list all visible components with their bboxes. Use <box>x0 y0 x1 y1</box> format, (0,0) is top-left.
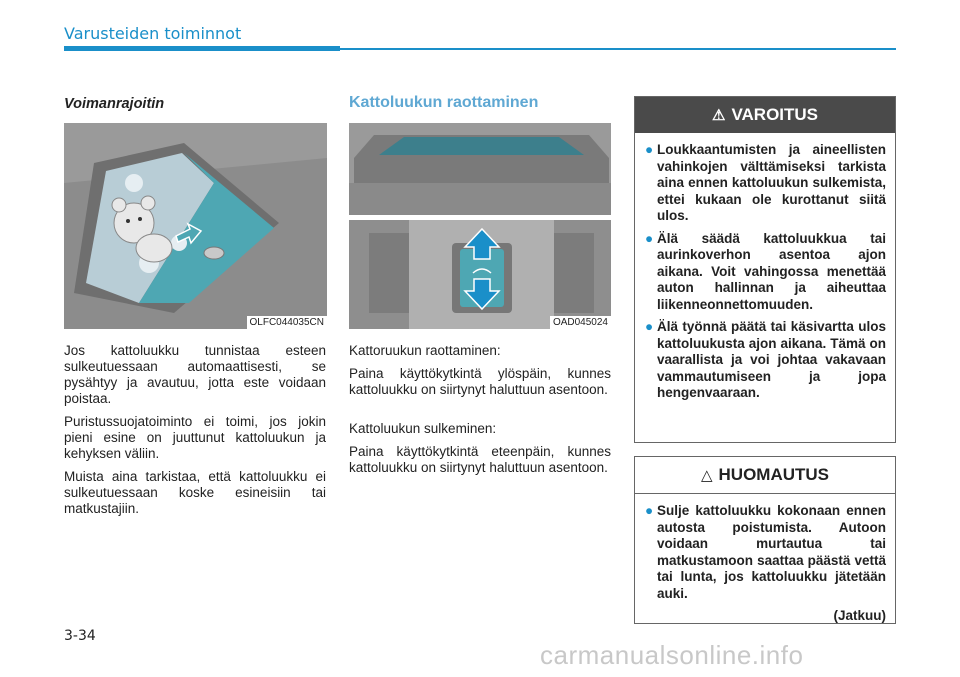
notice-item: ● Sulje kattoluukku kokonaan ennen autosta poistumista. Autoon voidaan murtautua tai matkustamoon saattaa päästä vettä tai lunta, jos kattoluukku jätetään auki. <box>645 503 886 601</box>
open-text: Paina käyttökytkintä ylöspäin, kunnes kattoluukku on siirtynyt haluttuun asentoon. <box>349 366 611 397</box>
notice-header <box>635 457 895 494</box>
middle-body-text <box>349 343 611 483</box>
sunroof-obstacle-illustration <box>64 123 327 329</box>
warning-title: VAROITUS <box>731 105 819 124</box>
left-paragraph-1: Jos kattoluukku tunnistaa esteen sulkeutuessaan automaattisesti, se pysähtyy ja avautuu, jotta este voidaan poistaa. <box>64 343 326 406</box>
warning-item-text: Loukkaantumisten ja aineellisten vahinkojen välttämiseksi tarkista aina ennen kattoluukun sulkemista, ettei kukaan ole kurottanut siitä ulos. <box>657 142 886 223</box>
image-caption-middle: OAD045024 <box>550 316 611 329</box>
close-text: Paina käyttökytkintä eteenpäin, kunnes kattoluukku on siirtynyt haluttuun asentoon. <box>349 444 611 475</box>
notice-list <box>635 494 895 623</box>
warning-box <box>634 96 896 443</box>
warning-header <box>635 97 895 133</box>
sunroof-tilt-heading: Kattoluukun raottaminen <box>349 94 539 111</box>
left-body-text <box>64 343 326 524</box>
notice-title: HUOMAUTUS <box>718 465 830 484</box>
warning-item: ● Älä säädä kattoluukkua tai aurinkoverhon asentoa ajon aikana. Voit vahingossa menettää auton hallinnan ja aiheuttaa liikenneonnettomuuden. <box>645 230 886 312</box>
warning-item: ● Loukkaantumisten ja aineellisten vahinkojen välttämiseksi tarkista aina ennen kattoluukun sulkemista, ettei kukaan ole kurottanut siitä ulos. <box>645 142 886 223</box>
warning-list <box>635 133 895 402</box>
page-number: 3-34 <box>64 628 96 644</box>
left-paragraph-2: Puristussuojatoiminto ei toimi, jos jokin pieni esine on juuttunut kattoluukun ja kehyksen väliin. <box>64 414 326 461</box>
continued-label: (Jatkuu) <box>833 608 886 623</box>
sunroof-illustration-svg <box>64 123 327 329</box>
watermark: carmanualsonline.info <box>540 640 804 670</box>
sunroof-switch-illustration <box>349 123 611 329</box>
image-caption-left: OLFC044035CN <box>247 316 327 329</box>
warning-item: ● Älä työnnä päätä tai käsivartta ulos kattoluukusta ajon aikana. Tämä on vaarallista ja voi johtaa vakavaan vammautumiseen ja jopa hengenvaaraan. <box>645 319 886 400</box>
header-rule-thin <box>340 48 896 50</box>
left-paragraph-3: Muista aina tarkistaa, että kattoluukku ei sulkeutuessaan koske esineisiin tai matkustajiin. <box>64 469 326 516</box>
notice-item-text: Sulje kattoluukku kokonaan ennen autosta poistumista. Autoon voidaan murtautua tai matkustamoon saattaa päästä vettä tai lunta, jos kattoluukku jätetään auki. <box>657 503 886 601</box>
warning-item-text: Älä säädä kattoluukkua tai aurinkoverhon asentoa ajon aikana. Voit vahingossa menettää auton hallinnan ja aiheuttaa liikenneonnettomuuden. <box>657 230 886 312</box>
section-title: Varusteiden toiminnot <box>64 24 242 43</box>
caution-triangle-icon: △ <box>700 467 713 484</box>
notice-box <box>634 456 896 624</box>
warning-triangle-icon: ⚠ <box>711 107 726 124</box>
open-label: Kattoruukun raottaminen: <box>349 343 501 358</box>
switch-illustration-svg <box>349 123 611 329</box>
warning-item-text: Älä työnnä päätä tai käsivartta ulos kattoluukusta ajon aikana. Tämä on vaarallista ja voi johtaa vakavaan vammautumiseen ja jopa hengenvaaraan. <box>657 319 886 400</box>
close-label: Kattoluukun sulkeminen: <box>349 421 497 436</box>
force-limiter-heading: Voimanrajoitin <box>64 96 165 112</box>
header-rule-thick <box>64 46 340 51</box>
